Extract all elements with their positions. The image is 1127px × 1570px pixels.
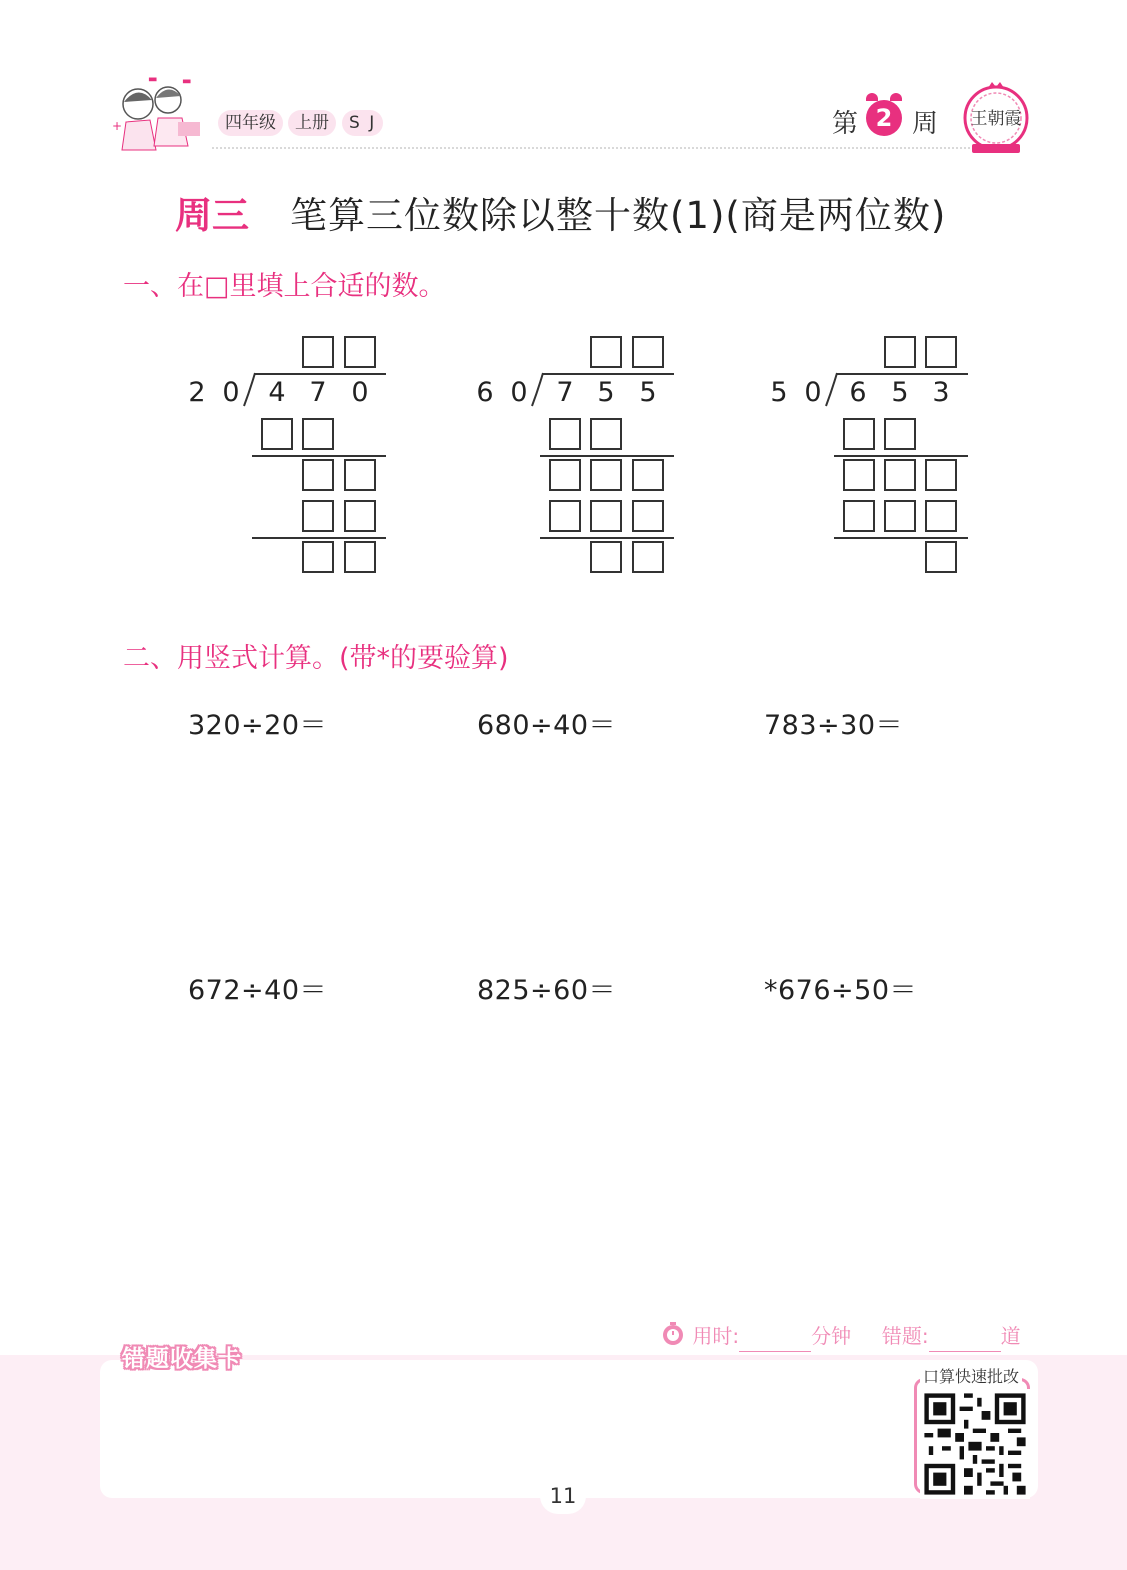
dividend-digit: 6 xyxy=(849,377,867,408)
answer-box[interactable] xyxy=(302,336,334,368)
title-day: 周三 xyxy=(175,194,249,237)
answer-box[interactable] xyxy=(302,541,334,573)
answer-box[interactable] xyxy=(884,500,916,532)
errors-blank[interactable] xyxy=(929,1333,1001,1352)
svg-text:+: + xyxy=(112,119,123,133)
time-label: 用时: xyxy=(692,1324,740,1348)
answer-box[interactable] xyxy=(632,336,664,368)
division-bar xyxy=(836,373,968,375)
answer-box[interactable] xyxy=(344,459,376,491)
dividend-digit: 5 xyxy=(639,377,657,408)
answer-box[interactable] xyxy=(925,541,957,573)
divisor-digit: 5 xyxy=(770,377,788,408)
time-blank[interactable] xyxy=(739,1333,811,1352)
subtraction-line xyxy=(252,537,386,539)
divisor-digit: 0 xyxy=(804,377,822,408)
answer-box[interactable] xyxy=(590,541,622,573)
divisor-digit: 0 xyxy=(222,377,240,408)
stopwatch-icon xyxy=(660,1321,686,1352)
long-division-area xyxy=(0,0,1127,620)
divisor-digit: 0 xyxy=(510,377,528,408)
answer-box[interactable] xyxy=(925,336,957,368)
answer-box[interactable] xyxy=(344,500,376,532)
division-bracket xyxy=(242,372,258,408)
answer-box[interactable] xyxy=(302,418,334,450)
division-bar xyxy=(542,373,674,375)
answer-box[interactable] xyxy=(884,336,916,368)
grade-badge: 四年级 xyxy=(218,110,283,136)
answer-box[interactable] xyxy=(302,500,334,532)
subtraction-line xyxy=(540,455,674,457)
equation-3: 783÷30＝ xyxy=(764,710,904,741)
title-topic: 笔算三位数除以整十数(1)(商是两位数) xyxy=(290,194,947,237)
errors-unit: 道 xyxy=(1000,1324,1021,1348)
subtraction-line xyxy=(834,455,968,457)
answer-box[interactable] xyxy=(549,459,581,491)
answer-box[interactable] xyxy=(549,500,581,532)
term-badge: 上册 xyxy=(288,110,336,136)
section2-heading: 二、用竖式计算。(带*的要验算) xyxy=(123,643,509,674)
dividend-digit: 5 xyxy=(891,377,909,408)
answer-box[interactable] xyxy=(884,418,916,450)
seal-text: 王朝霞 xyxy=(970,109,1022,129)
dividend-digit: 3 xyxy=(932,377,950,408)
answer-box[interactable] xyxy=(843,459,875,491)
week-prefix: 第 xyxy=(832,109,859,139)
answer-box[interactable] xyxy=(843,418,875,450)
time-tracker xyxy=(660,1320,1021,1352)
divisor-digit: 6 xyxy=(476,377,494,408)
answer-box[interactable] xyxy=(590,418,622,450)
answer-box[interactable] xyxy=(632,459,664,491)
edition-badge: S J xyxy=(342,110,383,136)
subtraction-line xyxy=(834,537,968,539)
section1-heading: 一、在□里填上合适的数。 xyxy=(123,271,446,302)
answer-box[interactable] xyxy=(302,459,334,491)
dividend-digit: 7 xyxy=(556,377,574,408)
qr-code-icon xyxy=(920,1389,1030,1499)
equation-1: 320÷20＝ xyxy=(188,710,328,741)
equation-4: 672÷40＝ xyxy=(188,975,328,1006)
answer-box[interactable] xyxy=(549,418,581,450)
qr-code-frame[interactable] xyxy=(914,1378,1030,1494)
dividend-digit: 4 xyxy=(268,377,286,408)
equation-6: *676÷50＝ xyxy=(764,975,918,1006)
error-card-title: 错题收集卡 xyxy=(122,1346,242,1372)
qr-caption: 口算快速批改 xyxy=(920,1364,1022,1387)
page-number: 11 xyxy=(540,1478,586,1514)
answer-box[interactable] xyxy=(843,500,875,532)
subtraction-line xyxy=(252,455,386,457)
week-number-badge: 2 xyxy=(866,100,902,136)
answer-box[interactable] xyxy=(590,459,622,491)
answer-box[interactable] xyxy=(925,459,957,491)
week-suffix: 周 xyxy=(912,109,939,139)
answer-box[interactable] xyxy=(632,541,664,573)
equation-2: 680÷40＝ xyxy=(477,710,617,741)
time-unit: 分钟 xyxy=(811,1324,852,1348)
svg-text:▬: ▬ xyxy=(148,74,158,85)
answer-box[interactable] xyxy=(925,500,957,532)
answer-box[interactable] xyxy=(261,418,293,450)
answer-box[interactable] xyxy=(590,336,622,368)
answer-box[interactable] xyxy=(344,336,376,368)
subtraction-line xyxy=(540,537,674,539)
divisor-digit: 2 xyxy=(188,377,206,408)
equation-5: 825÷60＝ xyxy=(477,975,617,1006)
svg-text:▬: ▬ xyxy=(182,76,192,87)
dividend-digit: 5 xyxy=(597,377,615,408)
division-bracket xyxy=(530,372,546,408)
dividend-digit: 7 xyxy=(309,377,327,408)
answer-box[interactable] xyxy=(632,500,664,532)
answer-box[interactable] xyxy=(884,459,916,491)
division-bar xyxy=(254,373,386,375)
answer-box[interactable] xyxy=(344,541,376,573)
division-bracket xyxy=(824,372,840,408)
dividend-digit: 0 xyxy=(351,377,369,408)
answer-box[interactable] xyxy=(590,500,622,532)
errors-label: 错题: xyxy=(881,1324,929,1348)
